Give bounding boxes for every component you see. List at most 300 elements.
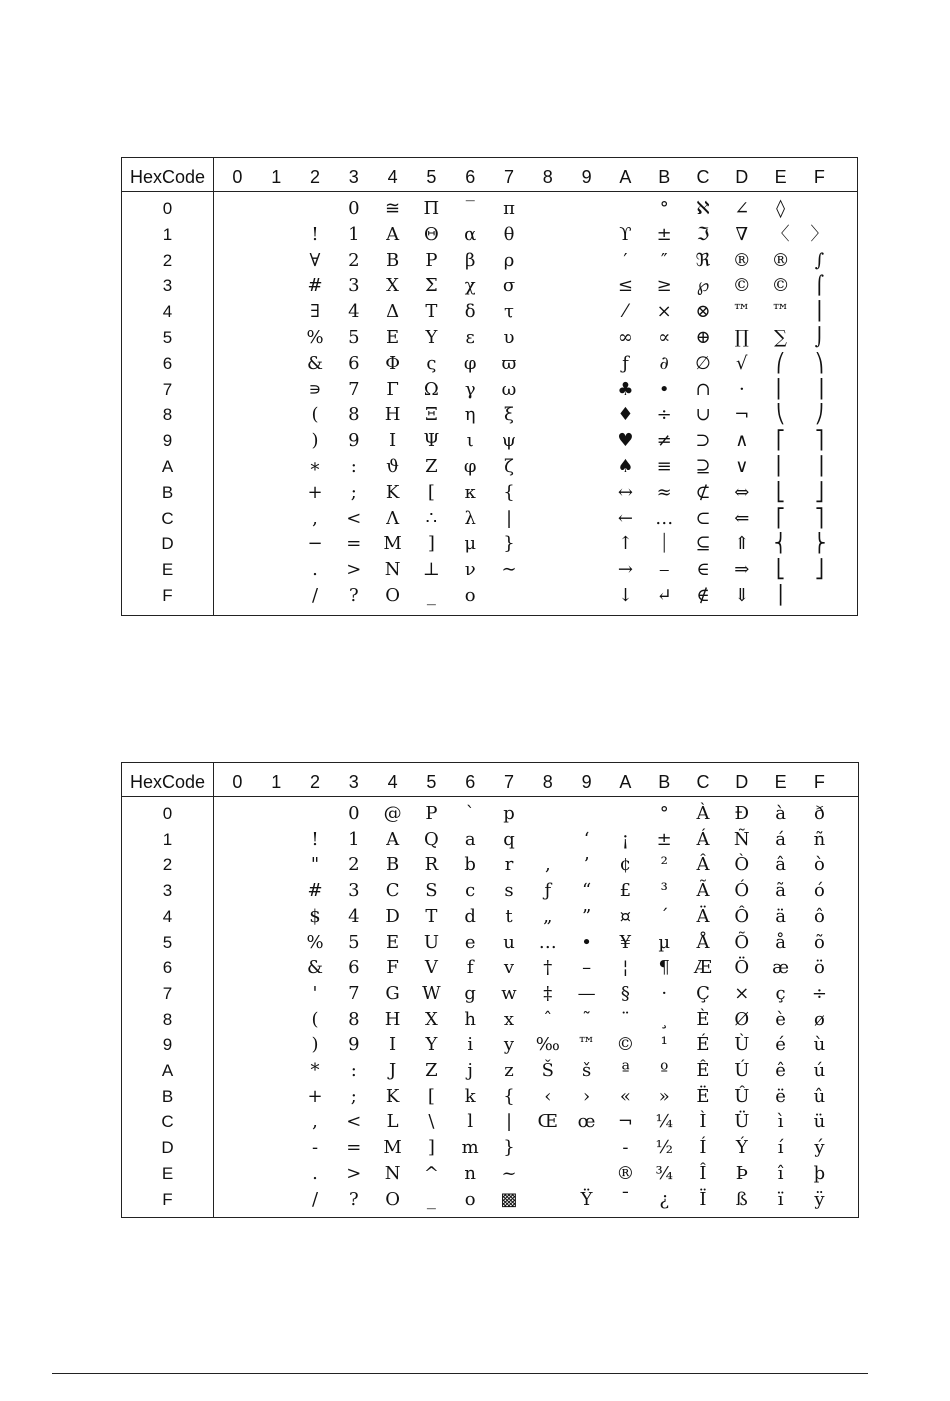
char-cell: ´	[659, 905, 669, 927]
char-cell: ?	[348, 585, 359, 606]
row-label: 7	[162, 379, 173, 399]
char-cell: Ÿ	[580, 1188, 593, 1210]
char-cell: M	[383, 1137, 402, 1159]
char-cell: ⇑	[734, 533, 750, 555]
char-cell: Ñ	[733, 828, 750, 850]
char-cell: κ	[464, 481, 476, 503]
char-cell: Μ	[383, 533, 402, 555]
char-cell: ä	[775, 905, 786, 927]
char-cell: ¯	[620, 1188, 630, 1210]
column-header: C	[696, 167, 710, 187]
char-cell: z	[504, 1060, 514, 1081]
char-cell: '	[312, 982, 318, 1004]
char-cell: ™	[732, 301, 751, 323]
char-cell: ©	[771, 275, 790, 297]
column-header: 6	[465, 772, 476, 792]
char-cell: 〈	[771, 223, 790, 245]
column-header: 3	[348, 167, 359, 187]
char-cell: à	[775, 803, 786, 824]
char-cell: ƒ	[544, 880, 552, 902]
char-cell: ¢	[619, 854, 632, 876]
column-header: 3	[348, 772, 359, 792]
char-cell: Ü	[734, 1111, 750, 1133]
char-cell: ⌠	[814, 275, 825, 297]
char-cell: .	[312, 559, 318, 581]
char-cell: Ì	[699, 1111, 707, 1133]
char-cell: Q	[424, 828, 439, 850]
char-cell: C	[385, 880, 400, 902]
char-cell: Á	[696, 828, 710, 850]
char-cell: {	[503, 1085, 515, 1107]
char-cell: ⎢	[776, 456, 786, 477]
char-cell: k	[464, 1085, 476, 1107]
char-cell: ε	[465, 327, 475, 348]
char-cell: ]	[427, 1137, 435, 1159]
char-cell: β	[464, 249, 476, 271]
char-cell: ⊗	[695, 301, 711, 323]
char-cell: ®	[732, 249, 751, 271]
char-cell: ë	[775, 1085, 786, 1107]
column-header: 1	[271, 167, 282, 187]
char-cell: 〉	[810, 223, 829, 245]
char-cell: D	[385, 905, 400, 927]
char-cell: 3	[348, 275, 360, 297]
row-label: 8	[162, 405, 173, 425]
char-cell: ξ	[504, 404, 514, 426]
char-cell: 8	[348, 404, 360, 426]
char-cell: f	[466, 957, 474, 979]
row-label: 0	[162, 804, 173, 823]
row-label: 0	[162, 199, 173, 218]
char-cell: ;	[350, 1085, 357, 1107]
char-cell: ≥	[656, 275, 672, 297]
char-cell: ∇	[735, 223, 749, 245]
column-header: C	[696, 772, 710, 792]
char-cell: ℘	[696, 275, 710, 297]
char-cell: ≤	[617, 275, 633, 297]
char-cell: ⎯	[659, 559, 669, 581]
row-label: F	[162, 1189, 173, 1209]
char-cell: ª	[621, 1060, 630, 1081]
char-cell: Z	[425, 1060, 438, 1081]
char-cell: Y	[425, 1034, 438, 1056]
char-cell: ý	[814, 1137, 825, 1159]
char-cell: ≅	[385, 198, 401, 219]
char-cell: j	[467, 1060, 473, 1081]
row-label: 8	[162, 1009, 173, 1029]
char-cell: ⏐	[659, 533, 670, 555]
column-header: 5	[426, 167, 437, 187]
char-cell: Ï	[699, 1188, 707, 1210]
char-cell: é	[775, 1034, 786, 1056]
char-cell: %	[306, 931, 324, 953]
char-cell: Ο	[385, 585, 400, 606]
char-cell: ∃	[310, 301, 320, 323]
char-cell: →	[617, 559, 633, 581]
char-cell: ^	[423, 1162, 439, 1184]
char-cell: σ	[502, 275, 516, 297]
char-cell: ,	[312, 1111, 318, 1133]
char-cell: >	[346, 1162, 362, 1184]
char-cell: l	[467, 1111, 474, 1133]
char-cell: (	[311, 1008, 319, 1030]
char-cell: ∧	[735, 430, 749, 452]
char-cell: ™	[771, 301, 790, 323]
column-header: 0	[232, 772, 243, 792]
char-cell: ⎝	[776, 404, 786, 426]
char-cell: ↔	[617, 481, 633, 503]
char-cell: E	[386, 931, 400, 953]
char-cell: ¤	[619, 905, 632, 927]
char-cell: T	[425, 905, 438, 927]
char-cell: ⊆	[695, 533, 711, 555]
column-header: 1	[271, 772, 282, 792]
char-cell: δ	[464, 301, 476, 323]
char-cell: š	[581, 1060, 592, 1081]
char-cell: ∨	[735, 456, 749, 477]
char-cell: !	[311, 828, 319, 850]
char-cell: Ë	[696, 1085, 710, 1107]
char-cell: É	[696, 1034, 710, 1056]
row-label: 9	[162, 1035, 173, 1055]
char-cell: =	[346, 1137, 362, 1159]
char-cell: ο	[464, 585, 476, 606]
char-cell: ″	[660, 249, 668, 271]
char-cell: ∅	[695, 352, 711, 374]
column-header: 7	[503, 772, 514, 792]
char-cell: Φ	[385, 352, 400, 374]
char-cell: 5	[348, 931, 360, 953]
char-cell: μ	[464, 533, 477, 555]
char-cell: ≠	[656, 430, 672, 452]
row-label: 1	[162, 224, 173, 244]
column-header: A	[619, 772, 632, 792]
char-cell: ‡	[543, 982, 553, 1004]
char-cell: Γ	[386, 378, 399, 400]
char-cell: ∉	[696, 585, 710, 606]
char-cell: _	[426, 585, 436, 606]
char-cell: ∑	[774, 327, 788, 348]
char-cell: N	[384, 1162, 401, 1184]
char-cell: œ	[577, 1111, 596, 1133]
char-cell: $	[309, 905, 321, 927]
char-cell: <	[346, 1111, 362, 1133]
char-cell: n	[464, 1162, 476, 1184]
char-cell: þ	[813, 1162, 826, 1184]
char-cell: Π	[423, 198, 440, 219]
char-cell: ∪	[695, 404, 711, 426]
char-cell: ±	[656, 223, 672, 245]
row-label: D	[161, 1138, 174, 1158]
table-divider	[213, 158, 214, 615]
char-cell: ⇓	[734, 585, 750, 606]
char-cell: ã	[775, 880, 786, 902]
char-cell: Η	[384, 404, 401, 426]
char-cell: ƒ	[622, 352, 629, 374]
char-cell: ∼	[501, 559, 517, 581]
char-cell: ›	[582, 1085, 591, 1107]
column-header: F	[813, 167, 825, 187]
char-cell: Ð	[734, 803, 750, 824]
char-cell: )	[311, 430, 319, 452]
char-cell: r	[504, 854, 514, 876]
char-cell: Ä	[696, 905, 710, 927]
char-cell: ×	[656, 301, 672, 323]
char-cell: %	[306, 327, 324, 348]
column-header: 4	[387, 772, 398, 792]
column-header: B	[658, 772, 671, 792]
char-cell: a	[464, 828, 476, 850]
char-cell: Ó	[734, 880, 750, 902]
char-cell: ∴	[425, 507, 438, 529]
char-cell: ·	[661, 982, 668, 1004]
column-header: 5	[426, 772, 437, 792]
char-cell: ï	[777, 1188, 784, 1210]
char-cell: Û	[734, 1085, 750, 1107]
char-cell: Υ	[425, 327, 438, 348]
char-cell: }	[503, 533, 515, 555]
char-cell: ∂	[659, 352, 669, 374]
row-label: 3	[162, 881, 173, 901]
column-header: B	[658, 167, 671, 187]
char-cell: Κ	[385, 481, 400, 503]
column-header: 6	[465, 167, 476, 187]
char-cell: ,	[312, 507, 318, 529]
char-cell: α	[464, 223, 477, 245]
char-cell: ¹	[660, 1034, 668, 1056]
char-cell: π	[503, 198, 515, 219]
column-header: 2	[309, 167, 320, 187]
char-cell: Ε	[386, 327, 400, 348]
char-cell: ¬	[734, 404, 750, 426]
char-cell: _	[426, 1188, 436, 1210]
char-cell: ¶	[658, 957, 670, 979]
row-label: 5	[162, 932, 173, 952]
char-cell: î	[777, 1162, 784, 1184]
char-cell: •	[658, 378, 670, 400]
char-cell: ô	[813, 905, 825, 927]
row-label: C	[161, 1112, 174, 1132]
char-cell: ↑	[617, 533, 633, 555]
char-cell: B	[385, 854, 400, 876]
char-cell: 6	[348, 352, 360, 374]
char-cell: 1	[348, 223, 360, 245]
char-cell: ∠	[734, 198, 750, 219]
char-cell: ]	[427, 533, 435, 555]
char-cell: ‰	[535, 1034, 560, 1056]
char-cell: ;	[350, 481, 357, 503]
char-cell: +	[307, 1085, 323, 1107]
char-cell: ⎬	[812, 533, 827, 555]
char-cell: 8	[348, 1008, 360, 1030]
char-cell: ¸	[659, 1008, 669, 1030]
char-cell: í	[777, 1137, 784, 1159]
column-header: 9	[581, 772, 592, 792]
char-cell: +	[307, 481, 323, 503]
char-cell: ∞	[617, 327, 633, 348]
char-cell: ⊃	[695, 430, 711, 452]
char-cell: [	[427, 481, 435, 503]
char-cell: µ	[658, 931, 671, 953]
char-cell: Ø	[734, 1008, 750, 1030]
char-cell: J	[388, 1060, 397, 1081]
char-cell: I	[389, 1034, 397, 1056]
char-cell: m	[461, 1137, 479, 1159]
char-cell: ⊂	[695, 507, 711, 529]
char-cell: ↵	[656, 585, 672, 606]
column-header: 4	[387, 167, 398, 187]
char-cell: Δ	[386, 301, 400, 323]
char-cell: ¡	[621, 828, 630, 850]
char-cell: ü	[813, 1111, 826, 1133]
char-cell: }	[503, 1137, 515, 1159]
character-table-latin	[121, 762, 859, 1218]
char-cell: ⊕	[695, 327, 711, 348]
char-cell: F	[386, 957, 399, 979]
char-cell: ♥	[617, 430, 634, 452]
char-cell: å	[775, 931, 786, 953]
row-label: 6	[162, 958, 173, 978]
row-label: 9	[162, 431, 173, 451]
char-cell: ½	[655, 1137, 673, 1159]
char-cell: ð	[813, 803, 825, 824]
char-cell: -	[622, 1137, 629, 1159]
char-cell: θ	[503, 223, 515, 245]
char-cell: 1	[348, 828, 360, 850]
char-cell: ¬	[617, 1111, 633, 1133]
char-cell: ⎞	[814, 352, 824, 374]
char-cell: ⎦	[814, 559, 824, 581]
char-cell: ß	[735, 1188, 748, 1210]
char-cell: #	[307, 880, 323, 902]
char-cell: »	[658, 1085, 670, 1107]
char-cell: b	[464, 854, 476, 876]
char-cell: Î	[699, 1162, 707, 1184]
char-cell: ♦	[617, 404, 634, 426]
char-cell: ψ	[501, 430, 517, 452]
char-cell: χ	[464, 275, 476, 297]
char-cell: „	[543, 905, 553, 927]
row-label: 7	[162, 983, 173, 1003]
char-cell: ⇐	[734, 507, 750, 529]
char-cell: ∀	[309, 249, 321, 271]
row-label: E	[161, 1163, 174, 1183]
char-cell: 2	[348, 249, 360, 271]
char-cell: ⎨	[773, 533, 788, 555]
char-cell: ⎡	[776, 430, 786, 452]
row-label: E	[161, 560, 174, 580]
char-cell: s	[504, 880, 514, 902]
char-cell: Ú	[734, 1060, 750, 1081]
char-cell: ν	[464, 559, 476, 581]
char-cell: λ	[464, 507, 476, 529]
char-cell: ê	[775, 1060, 786, 1081]
char-cell: ⊥	[422, 559, 440, 581]
char-cell: 9	[348, 430, 360, 452]
char-cell: 0	[348, 198, 360, 219]
char-cell: ÷	[656, 404, 672, 426]
char-cell: [	[427, 1085, 435, 1107]
char-cell: §	[620, 982, 630, 1004]
char-cell: Ò	[734, 854, 750, 876]
char-cell: @	[383, 803, 402, 824]
row-label: 1	[162, 829, 173, 849]
char-cell: Ι	[389, 430, 397, 452]
char-cell: ♠	[617, 456, 634, 477]
char-cell: ℵ	[696, 198, 710, 219]
char-cell: ×	[734, 982, 750, 1004]
char-cell: Σ	[425, 275, 438, 297]
char-cell: ?	[348, 1188, 359, 1210]
char-cell: ±	[656, 828, 672, 850]
char-cell: Χ	[386, 275, 399, 297]
char-cell: ù	[813, 1034, 826, 1056]
char-cell: ‾	[465, 198, 475, 219]
row-label: 6	[162, 353, 173, 373]
char-cell: ³	[660, 880, 668, 902]
char-cell: W	[422, 982, 441, 1004]
char-cell: —	[577, 982, 596, 1004]
column-header: D	[735, 772, 749, 792]
char-cell: ϖ	[501, 352, 517, 374]
char-cell: Ý	[735, 1137, 748, 1159]
char-cell: 7	[348, 378, 360, 400]
char-cell: ú	[813, 1060, 826, 1081]
char-cell: w	[501, 982, 517, 1004]
column-header: 0	[232, 167, 243, 187]
char-cell: ö	[813, 957, 825, 979]
char-cell: â	[775, 854, 786, 876]
char-cell: ⋅	[738, 378, 745, 400]
char-cell: Β	[385, 249, 400, 271]
char-cell: g	[464, 982, 476, 1004]
column-header: E	[774, 167, 787, 187]
char-cell: Λ	[386, 507, 400, 529]
char-cell: ϑ	[386, 456, 400, 477]
char-cell: Ψ	[423, 430, 440, 452]
char-cell: `	[465, 803, 475, 824]
char-cell: ‹	[544, 1085, 552, 1107]
char-cell: A	[386, 828, 400, 850]
row-label: A	[161, 1061, 174, 1080]
char-cell: Æ	[693, 957, 712, 979]
char-cell: †	[543, 957, 553, 979]
char-cell: ˜	[582, 1008, 592, 1030]
char-cell: ÿ	[814, 1188, 825, 1210]
char-cell: ∏	[734, 327, 749, 348]
char-cell: ñ	[813, 828, 826, 850]
table-divider	[213, 763, 214, 1217]
char-cell: ¥	[619, 931, 632, 953]
char-cell: ®	[771, 249, 790, 271]
char-cell: ⎣	[776, 481, 786, 503]
row-label: D	[161, 534, 174, 554]
char-cell: ®	[616, 1162, 635, 1184]
char-cell: °	[659, 198, 669, 219]
char-cell: τ	[504, 301, 514, 323]
char-cell: º	[659, 1060, 669, 1081]
char-cell: |	[505, 507, 513, 529]
char-cell: õ	[813, 931, 825, 953]
char-cell: ρ	[503, 249, 515, 271]
char-cell: ⎤	[814, 507, 824, 529]
char-cell: q	[503, 828, 515, 850]
row-label: B	[161, 482, 174, 502]
char-cell: £	[619, 880, 632, 902]
char-cell: ⌡	[814, 327, 825, 348]
char-cell: H	[384, 1008, 401, 1030]
char-cell: P	[425, 803, 438, 824]
